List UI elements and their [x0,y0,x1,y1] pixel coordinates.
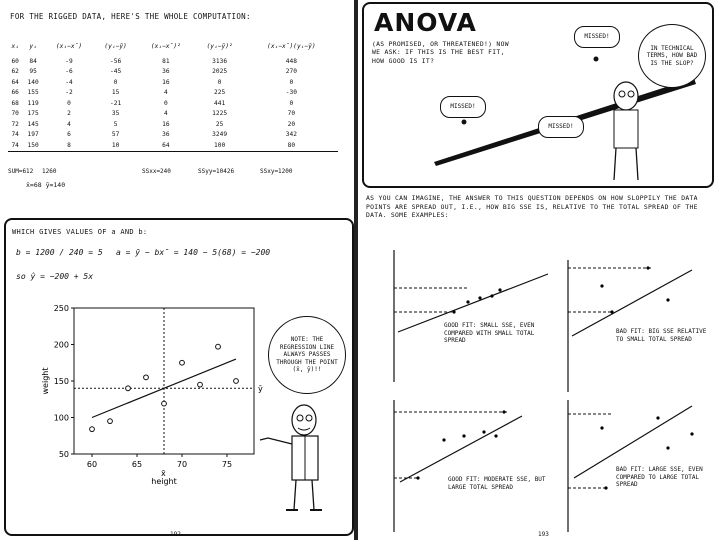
equation-y: so ŷ = −200 + 5x [16,272,94,281]
missed-bubble-3 [538,116,584,138]
ss-xx: SSxx=240 [142,168,171,175]
table-cell: 197 [27,131,39,139]
data-point [216,344,221,349]
table-cell: 441 [214,99,226,107]
means: x̄=68 ȳ=140 [26,181,66,189]
table-row [8,98,338,109]
ss-xy: SSxy=1200 [260,168,293,175]
professor-figure [254,398,334,518]
table-cell: 95 [29,68,37,76]
table-cell: -9 [65,57,73,65]
table-cell: 2 [67,110,71,118]
table-cell: 4 [163,110,168,118]
table-cell: 0 [289,99,294,107]
table-header-cell: yᵢ [29,42,37,50]
table-row [8,140,338,151]
sum-x: SUM=612 [8,168,34,175]
table-cell: 8 [44,140,94,151]
mean-x-label: x̄ [161,469,166,478]
data-point [162,401,167,406]
anova-body-text: AS YOU CAN IMAGINE, THE ANSWER TO THIS QUESTION DEPENDS ON HOW SLOPPILY THE DATA POINTS ARE SPREAD OUT, I.E., HOW BIG SSE IS, RELATIVE TO THE TOTAL SPREAD OF THE DATA. SOME EXAMPLES: [366,194,698,220]
table-cell: 35 [111,110,120,118]
table-cell: 25 [215,120,224,128]
table-header-cell: (xᵢ−x̄) [55,42,83,50]
table-cell: -21 [110,99,122,107]
table-cell: 270 [285,68,297,76]
equation-a: a = ȳ − bx̄ = 140 − 5(68) = −200 [116,248,271,257]
anova-panel [362,2,714,188]
lower-intro: WHICH GIVES VALUES OF a AND b: [12,228,148,236]
sum-y: 1260 [42,168,57,175]
table-cell: 175 [27,110,39,118]
table-cell: 342 [285,131,297,139]
table-cell: 57 [111,131,120,139]
table-cell: 448 [285,57,297,65]
table-intro: FOR THE RIGGED DATA, HERE'S THE WHOLE COMPUTATION: [10,12,251,21]
table-row [8,56,338,67]
table-cell: 64 [11,78,19,86]
regression-panel [4,218,354,536]
table-cell: 140 [27,78,39,86]
table-header-cell: (xᵢ−x̄)(yᵢ−ȳ) [267,42,316,50]
example-bad-large [562,396,714,536]
y-tick-label: 50 [58,450,69,459]
table-row [8,119,338,130]
anova-title: ANOVA [374,8,477,37]
example-good-small [388,246,558,386]
table-cell: 4 [67,120,71,128]
x-tick-label: 60 [86,460,98,469]
table-cell: -2 [65,89,73,97]
table-cell: 70 [287,110,296,118]
table-cell: 80 [245,140,338,151]
table-cell: 66 [11,89,19,97]
table-cell: -56 [110,57,122,65]
question-text: IN TECHNICAL TERMS, HOW BAD IS THE SLOP? [646,44,698,67]
table-cell: 4 [163,89,168,97]
table-cell: 5 [113,120,118,128]
x-tick-label: 65 [131,460,143,469]
data-point [90,427,95,432]
ss-yy: SSyy=10426 [198,168,235,175]
table-cell: 81 [162,57,170,65]
table-cell: 119 [27,99,39,107]
table-header-row [8,36,338,56]
table-cell: 0 [163,99,168,107]
example-caption-1: GOOD FIT: SMALL SSE, EVEN COMPARED WITH SMALL TOTAL SPREAD [444,322,535,344]
table-cell: 74 [8,140,22,151]
page-number-left: 192 [170,531,181,538]
table-cell: 36 [162,131,170,139]
data-point [108,419,113,424]
table-cell: 1225 [212,110,228,118]
table-cell: 225 [214,89,226,97]
missed-bubble-2 [440,96,486,118]
right-page [358,0,714,540]
table-cell: 62 [11,68,19,76]
question-bubble [638,24,706,88]
page-number-right: 193 [538,531,549,538]
left-page [0,0,356,540]
table-cell: -30 [285,89,297,97]
table-cell: 72 [11,120,19,128]
example-caption-4: BAD FIT: LARGE SSE, EVEN COMPARED TO LARGE TOTAL SPREAD [616,466,703,488]
table-cell: 145 [27,120,39,128]
table-cell: 36 [162,68,170,76]
data-point [144,375,149,380]
table-cell: 16 [162,120,170,128]
table-cell: 70 [11,110,19,118]
anova-intro: (AS PROMISED, OR THREATENED!) NOW WE ASK: IF THIS IS THE BEST FIT, HOW GOOD IS IT? [372,40,509,65]
table-cell: 0 [67,99,71,107]
y-axis-label: weight [41,367,50,395]
missed-bubble-1 [574,26,620,48]
data-point [126,386,131,391]
missed-text-2: MISSED! [450,103,476,111]
table-cell: 3136 [212,57,228,65]
table-cell: -4 [65,78,73,86]
table-row [8,130,338,141]
missed-text-3: MISSED! [548,123,574,131]
table-header-cell: xᵢ [11,42,19,50]
computation-table [8,36,338,152]
table-header-cell: (yᵢ−ȳ)² [206,42,233,50]
equation-b: b = 1200 / 240 = 5 [16,248,103,257]
table-header-cell: (xᵢ−x̄)² [150,42,181,50]
table-cell: 0 [113,78,118,86]
table-row [8,88,338,99]
table-cell: -45 [110,68,122,76]
table-row [8,67,338,78]
table-cell: 15 [111,89,120,97]
note-bubble [268,316,346,394]
sums-row [8,168,338,180]
data-point [234,379,239,384]
table-cell: 6 [67,131,71,139]
example-caption-2: BAD FIT: BIG SSE RELATIVE TO SMALL TOTAL SPREAD [616,328,707,343]
x-tick-label: 75 [221,460,233,469]
y-tick-label: 200 [53,340,69,350]
table-cell: 155 [27,89,39,97]
y-tick-label: 250 [53,304,69,313]
table-header-cell: (yᵢ−ȳ) [104,42,127,50]
table-cell: 74 [11,131,19,139]
table-cell: -6 [65,68,73,76]
table-cell: 0 [217,78,222,86]
example-good-large [388,396,558,536]
x-axis-label: height [151,477,177,486]
table-cell: 64 [137,140,194,151]
data-point [198,382,203,387]
table-cell: 84 [29,57,37,65]
table-cell: 150 [22,140,44,151]
note-text: NOTE: THE REGRESSION LINE ALWAYS PASSES THROUGH THE POINT (x̄, ȳ)!! [276,336,338,374]
table-cell: 10 [94,140,137,151]
table-cell: 2025 [212,68,228,76]
table-cell: 68 [11,99,19,107]
example-caption-3: GOOD FIT: MODERATE SSE, BUT LARGE TOTAL SPREAD [448,476,546,491]
missed-text-1: MISSED! [584,33,610,41]
data-point [180,360,185,365]
y-tick-label: 150 [53,377,69,386]
table-cell: 100 [195,140,245,151]
y-tick-label: 100 [53,413,69,423]
table-cell: 20 [287,120,296,128]
table-row [8,109,338,120]
table-row [8,77,338,88]
x-tick-label: 70 [176,460,188,469]
example-bad-small [562,256,714,396]
table-cell: 0 [289,78,294,86]
table-cell: 16 [162,78,170,86]
table-body [8,56,338,151]
table-cell: 3249 [212,131,228,139]
table-cell: 60 [11,57,19,65]
mean-y-label: ȳ [258,384,263,394]
